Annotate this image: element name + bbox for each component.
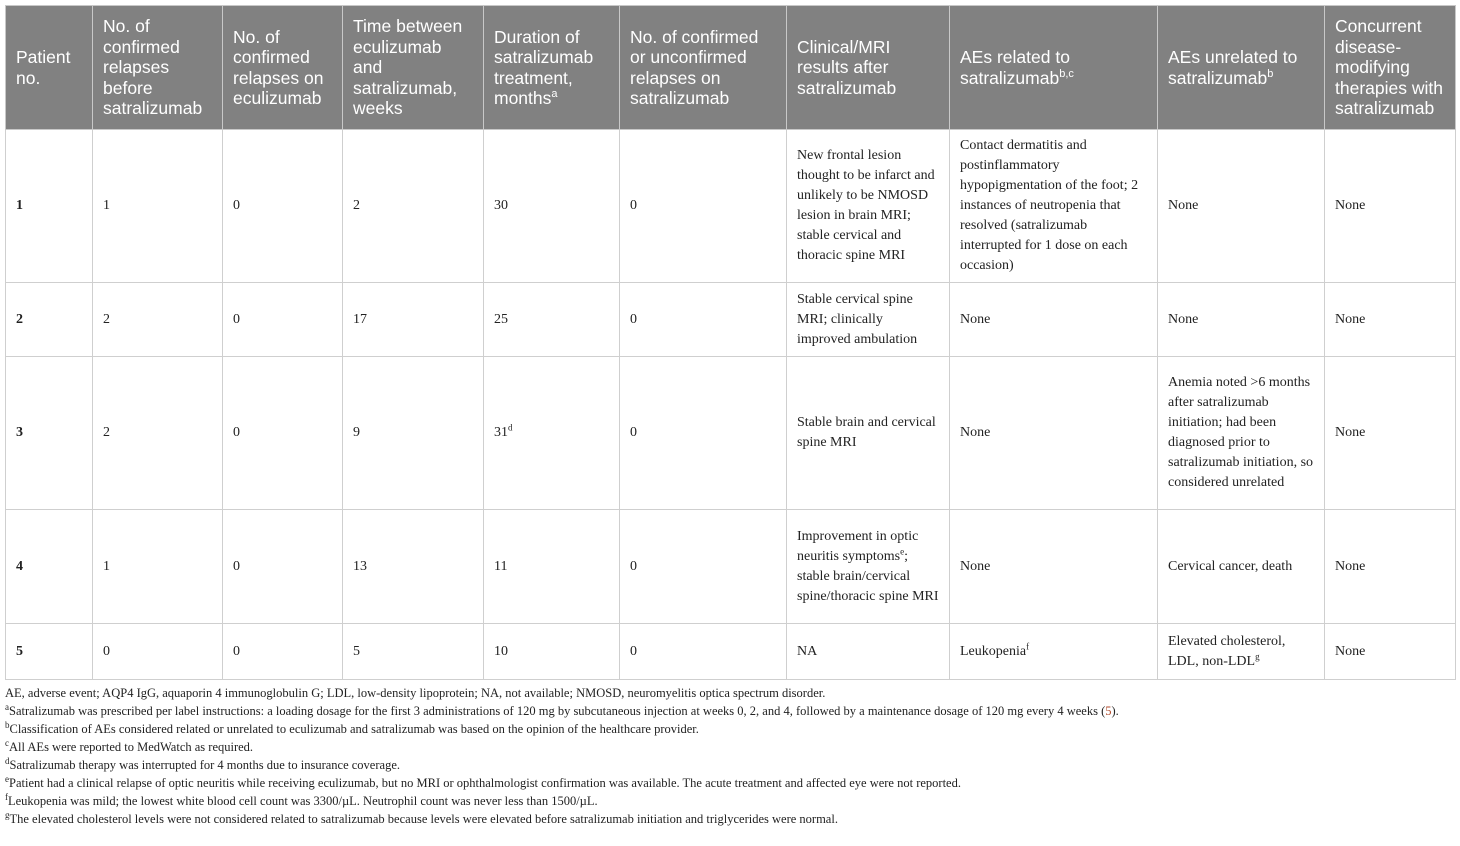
- cell-clinical-text: Improvement in optic neuritis symptoms: [797, 528, 919, 564]
- cell-aes-unrelated: None: [1158, 283, 1325, 357]
- cell-clinical-mri: Stable cervical spine MRI; clinically improved ambulation: [787, 283, 950, 357]
- cell-relapses-on-satralizumab: 0: [620, 130, 787, 283]
- footnote-text: Classification of AEs considered related or unrelated to eculizumab and satralizumab was based on the opinion of the healthcare provider.: [9, 722, 699, 736]
- footnote-text: All AEs were reported to MedWatch as required.: [9, 740, 254, 754]
- cell-clinical-mri: Stable brain and cervical spine MRI: [787, 357, 950, 510]
- header-aes-unrelated: [1158, 6, 1325, 130]
- table-row: [6, 510, 1456, 624]
- header-relapses-on-satralizumab: No. of confirmed or unconfirmed relapses on satralizumab: [620, 6, 787, 130]
- header-concurrent-therapies: Concurrent disease-modifying therapies with satralizumab: [1325, 6, 1456, 130]
- cell-patient: 3: [6, 357, 93, 510]
- footnote-mark: e: [5, 773, 9, 784]
- footnote-mark: d: [508, 422, 513, 433]
- table-row: [6, 357, 1456, 510]
- header-time-between: Time between eculizumab and satralizumab, weeks: [343, 6, 484, 130]
- footnote-mark: g: [5, 809, 10, 820]
- cell-patient: 1: [6, 130, 93, 283]
- header-clinical-mri: Clinical/MRI results after satralizumab: [787, 6, 950, 130]
- cell-clinical-mri: New frontal lesion thought to be infarct and unlikely to be NMOSD lesion in brain MRI; stable cervical and thoracic spine MRI: [787, 130, 950, 283]
- cell-concurrent: None: [1325, 510, 1456, 624]
- footnote-d: [5, 756, 1455, 774]
- header-duration-text: Duration of satralizumab treatment, months: [494, 26, 594, 108]
- footnote-mark: b: [5, 719, 10, 730]
- footnote-c: [5, 738, 1455, 756]
- cell-duration: 10: [484, 624, 620, 680]
- cell-relapses-on-eculizumab: 0: [223, 624, 343, 680]
- cell-relapses-on-eculizumab: 0: [223, 357, 343, 510]
- cell-relapses-on-eculizumab: 0: [223, 283, 343, 357]
- table-row: [6, 130, 1456, 283]
- header-aes-related-text: AEs related to satralizumab: [960, 47, 1070, 88]
- cell-relapses-on-satralizumab: 0: [620, 624, 787, 680]
- cell-time-between: 17: [343, 283, 484, 357]
- footnote-text: Patient had a clinical relapse of optic neuritis while receiving eculizumab, but no MRI or ophthalmologist confirmation was available. The acute treatment and affected eye were not reported.: [9, 776, 961, 790]
- table-container: [5, 5, 1455, 828]
- cell-aes-unrelated: Cervical cancer, death: [1158, 510, 1325, 624]
- cell-clinical-mri: NA: [787, 624, 950, 680]
- cell-patient: 5: [6, 624, 93, 680]
- table-body: [6, 130, 1456, 680]
- footnote-mark: a: [5, 701, 9, 712]
- cell-aes-unrelated: [1158, 624, 1325, 680]
- cell-time-between: 13: [343, 510, 484, 624]
- footnote-mark: e: [900, 545, 905, 556]
- cell-aes-related: None: [950, 283, 1158, 357]
- footnote-text: ).: [1111, 704, 1119, 718]
- footnote-abbreviations: AE, adverse event; AQP4 IgG, aquaporin 4 immunoglobulin G; LDL, low-density lipoprotein; NA, not available; NMOSD, neuromyelitis optica spectrum disorder.: [5, 686, 826, 700]
- cell-relapses-on-satralizumab: 0: [620, 357, 787, 510]
- cell-concurrent: None: [1325, 624, 1456, 680]
- footnote-b: [5, 720, 1455, 738]
- cell-patient: 2: [6, 283, 93, 357]
- cell-relapses-before: 2: [93, 357, 223, 510]
- cell-relapses-on-eculizumab: 0: [223, 130, 343, 283]
- table-footnotes: [5, 684, 1455, 828]
- cell-aes-related: None: [950, 510, 1158, 624]
- footnote-a: [5, 702, 1455, 720]
- footnote-mark: f: [5, 791, 8, 802]
- cell-concurrent: None: [1325, 283, 1456, 357]
- footnote-text: Satralizumab therapy was interrupted for 4 months due to insurance coverage.: [9, 758, 400, 772]
- footnote-text: The elevated cholesterol levels were not considered related to satralizumab because levels were elevated before satralizumab initiation and triglycerides were normal.: [9, 812, 838, 826]
- cell-relapses-before: 1: [93, 130, 223, 283]
- cell-aes-related: None: [950, 357, 1158, 510]
- cell-duration: 30: [484, 130, 620, 283]
- table-row: [6, 283, 1456, 357]
- cell-clinical-text-cont: ; stable brain/cervical spine/thoracic spine MRI: [797, 548, 939, 604]
- cell-relapses-on-eculizumab: 0: [223, 510, 343, 624]
- footnote-f: [5, 792, 1455, 810]
- cell-relapses-on-satralizumab: 0: [620, 283, 787, 357]
- footnote-mark: g: [1255, 650, 1260, 661]
- cell-time-between: 5: [343, 624, 484, 680]
- cell-aes-unrelated-text: Elevated cholesterol, LDL, non-LDL: [1168, 633, 1286, 669]
- header-patient: Patient no.: [6, 6, 93, 130]
- footnote-g: [5, 810, 1455, 828]
- cell-relapses-before: 2: [93, 283, 223, 357]
- cell-aes-related: [950, 624, 1158, 680]
- footnote-text: Leukopenia was mild; the lowest white blood cell count was 3300/µL. Neutrophil count was never less than 1500/µL.: [8, 794, 598, 808]
- cell-duration: 11: [484, 510, 620, 624]
- footnote-e: [5, 774, 1455, 792]
- cell-aes-unrelated: None: [1158, 130, 1325, 283]
- reference-link[interactable]: 5: [1105, 704, 1112, 718]
- cell-concurrent: None: [1325, 357, 1456, 510]
- header-aes-related: [950, 6, 1158, 130]
- cell-clinical-mri: [787, 510, 950, 624]
- cell-aes-unrelated: Anemia noted >6 months after satralizumab initiation; had been diagnosed prior to satralizumab initiation, so considered unrelated: [1158, 357, 1325, 510]
- patient-table: [5, 5, 1456, 680]
- footnote-mark: b,c: [1059, 67, 1074, 80]
- cell-time-between: 9: [343, 357, 484, 510]
- cell-patient: 4: [6, 510, 93, 624]
- footnote-mark: c: [5, 737, 9, 748]
- cell-relapses-on-satralizumab: 0: [620, 510, 787, 624]
- cell-duration: 25: [484, 283, 620, 357]
- footnote-mark: f: [1026, 640, 1030, 651]
- header-relapses-before: No. of confirmed relapses before satralizumab: [93, 6, 223, 130]
- cell-concurrent: None: [1325, 130, 1456, 283]
- table-header: [6, 6, 1456, 130]
- footnote-mark: d: [5, 755, 10, 766]
- footnote-mark: b: [1267, 67, 1274, 80]
- cell-relapses-before: 1: [93, 510, 223, 624]
- cell-relapses-before: 0: [93, 624, 223, 680]
- cell-aes-related-text: Leukopenia: [960, 643, 1027, 659]
- header-duration: [484, 6, 620, 130]
- footnote-text: Satralizumab was prescribed per label instructions: a loading dosage for the first 3 administrations of 120 mg by subcutaneous injection at weeks 0, 2, and 4, followed by a maintenance dosage of 120 mg every 4 weeks (: [9, 704, 1106, 718]
- cell-duration-text: 31: [494, 425, 508, 440]
- cell-duration: [484, 357, 620, 510]
- header-aes-unrelated-text: AEs unrelated to satralizumab: [1168, 47, 1298, 88]
- cell-aes-related: Contact dermatitis and postinflammatory hypopigmentation of the foot; 2 instances of neutropenia that resolved (satralizumab interrupted for 1 dose on each occasion): [950, 130, 1158, 283]
- header-relapses-on-eculizumab: No. of confirmed relapses on eculizumab: [223, 6, 343, 130]
- footnote-mark: a: [551, 88, 558, 101]
- table-row: [6, 624, 1456, 680]
- cell-time-between: 2: [343, 130, 484, 283]
